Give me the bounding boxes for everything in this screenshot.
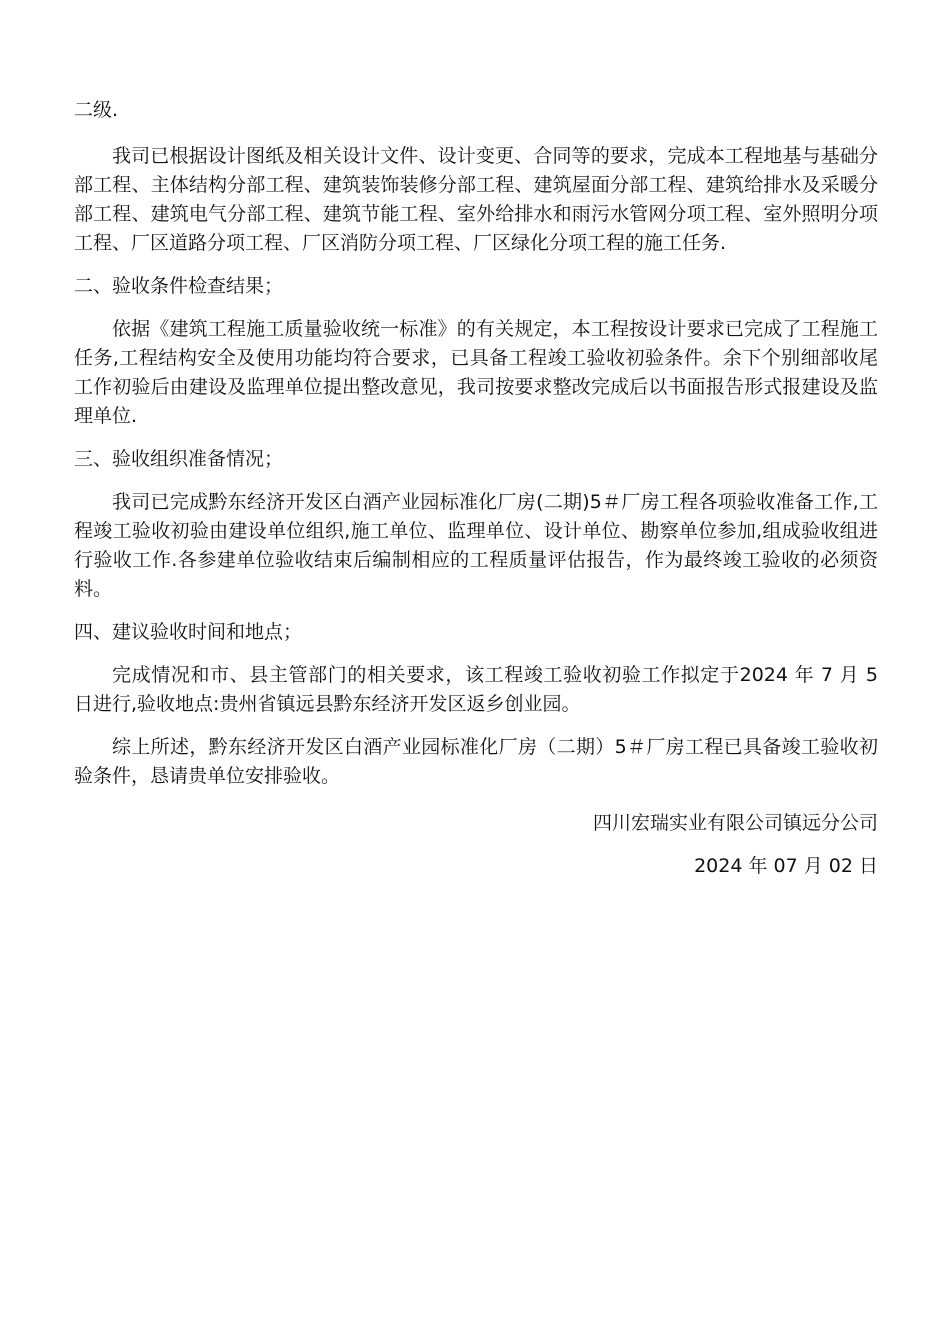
- heading-organization-preparation: 三、验收组织准备情况；: [74, 448, 284, 470]
- paragraph-level-continuation: 二级.: [74, 99, 119, 121]
- signature-date: 2024 年 07 月 02 日: [694, 855, 878, 877]
- document-body: [74, 96, 878, 881]
- paragraph-completed-work: 我司已根据设计图纸及相关设计文件、设计变更、合同等的要求，完成本工程地基与基础分部工程、主体结构分部工程、建筑装饰装修分部工程、建筑屋面分部工程、建筑给排水及采暖分部工程、建筑电气分部工程、建筑节能工程、室外给排水和雨污水管网分项工程、室外照明分项工程、厂区道路分项工程、厂区消防分项工程、厂区绿化分项工程的施工任务.: [74, 145, 878, 254]
- heading-inspection-results: 二、验收条件检查结果；: [74, 275, 284, 297]
- heading-time-and-place: 四、建议验收时间和地点；: [74, 621, 303, 643]
- paragraph-time-and-place: 完成情况和市、县主管部门的相关要求，该工程竣工验收初验工作拟定于2024 年 7 月 5 日进行,验收地点:贵州省镇远县黔东经济开发区返乡创业园。: [74, 664, 878, 715]
- signature-company: 四川宏瑞实业有限公司镇远分公司: [592, 812, 878, 834]
- paragraph-inspection-results: 依据《建筑工程施工质量验收统一标准》的有关规定，本工程按设计要求已完成了工程施工任务,工程结构安全及使用功能均符合要求，已具备工程竣工验收初验条件。余下个别细部收尾工作初验后由建设及监理单位提出整改意见，我司按要求整改完成后以书面报告形式报建设及监理单位.: [74, 318, 878, 427]
- paragraph-conclusion: 综上所述，黔东经济开发区白酒产业园标准化厂房（二期）5＃厂房工程已具备竣工验收初验条件，恳请贵单位安排验收。: [74, 736, 878, 787]
- paragraph-organization-preparation: 我司已完成黔东经济开发区白酒产业园标准化厂房(二期)5＃厂房工程各项验收准备工作,工程竣工验收初验由建设单位组织,施工单位、监理单位、设计单位、勘察单位参加,组成验收组进行验收工作.各参建单位验收结束后编制相应的工程质量评估报告，作为最终竣工验收的必须资料。: [74, 491, 878, 600]
